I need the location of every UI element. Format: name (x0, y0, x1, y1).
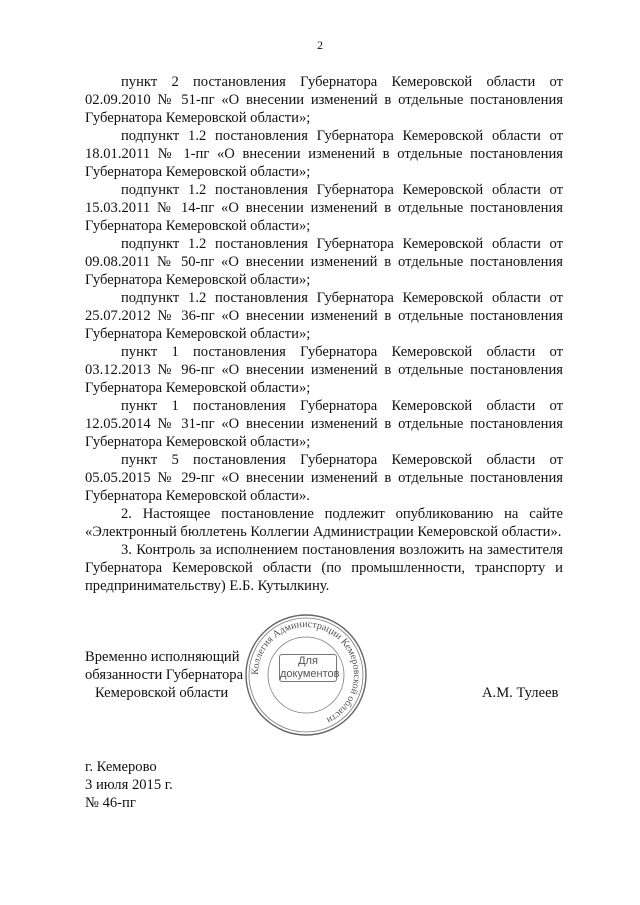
seal-center-line-1: Для (298, 655, 318, 667)
paragraph-publication: 2. Настоящее постановление подлежит опубликованию на сайте «Электронный бюллетень Коллегии Администрации Кемеровской области». (85, 506, 563, 540)
seal-center-line-2: документов (280, 668, 340, 680)
footer-number: № 46-пг (85, 795, 136, 811)
document-body (85, 73, 563, 595)
paragraph-5: подпункт 1.2 постановления Губернатора Кемеровской области от 25.07.2012 № 36-пг «О внесении изменений в отдельные постановления Губернатора Кемеровской области»; (85, 290, 563, 342)
paragraph-7: пункт 1 постановления Губернатора Кемеровской области от 12.05.2014 № 31-пг «О внесении изменений в отдельные постановления Губернатора Кемеровской области»; (85, 398, 563, 450)
paragraph-6: пункт 1 постановления Губернатора Кемеровской области от 03.12.2013 № 96-пг «О внесении изменений в отдельные постановления Губернатора Кемеровской области»; (85, 344, 563, 396)
signatory-title-line-1: Временно исполняющий (85, 649, 240, 665)
page-number: 2 (317, 38, 323, 52)
document-footer (85, 758, 173, 812)
signatory-title-line-2: обязанности Губернатора (85, 667, 244, 683)
footer-date: 3 июля 2015 г. (85, 777, 173, 793)
paragraph-1: пункт 2 постановления Губернатора Кемеровской области от 02.09.2010 № 51-пг «О внесении изменений в отдельные постановления Губернатора Кемеровской области»; (85, 74, 563, 126)
paragraph-4: подпункт 1.2 постановления Губернатора Кемеровской области от 09.08.2011 № 50-пг «О внесении изменений в отдельные постановления Губернатора Кемеровской области»; (85, 236, 563, 288)
paragraph-control: 3. Контроль за исполнением постановления возложить на заместителя Губернатора Кемеровской области (по промышленности, транспорту и предпринимательству) Е.Б. Кутылкину. (85, 542, 563, 594)
seal-ring-textpath: Коллегия Администрации Кемеровской области (249, 618, 363, 726)
official-seal (243, 612, 369, 738)
signatory-title (85, 648, 243, 702)
signatory-title-line-3: Кемеровской области (95, 685, 229, 701)
paragraph-2: подпункт 1.2 постановления Губернатора Кемеровской области от 18.01.2011 № 1-пг «О внесении изменений в отдельные постановления Губернатора Кемеровской области»; (85, 128, 563, 180)
footer-city: г. Кемерово (85, 759, 157, 775)
paragraph-3: подпункт 1.2 постановления Губернатора Кемеровской области от 15.03.2011 № 14-пг «О внесении изменений в отдельные постановления Губернатора Кемеровской области»; (85, 182, 563, 234)
seal-center-label (279, 654, 340, 682)
paragraph-8: пункт 5 постановления Губернатора Кемеровской области от 05.05.2015 № 29-пг «О внесении изменений в отдельные постановления Губернатора Кемеровской области». (85, 452, 563, 504)
signatory-name: А.М. Тулеев (482, 685, 559, 701)
